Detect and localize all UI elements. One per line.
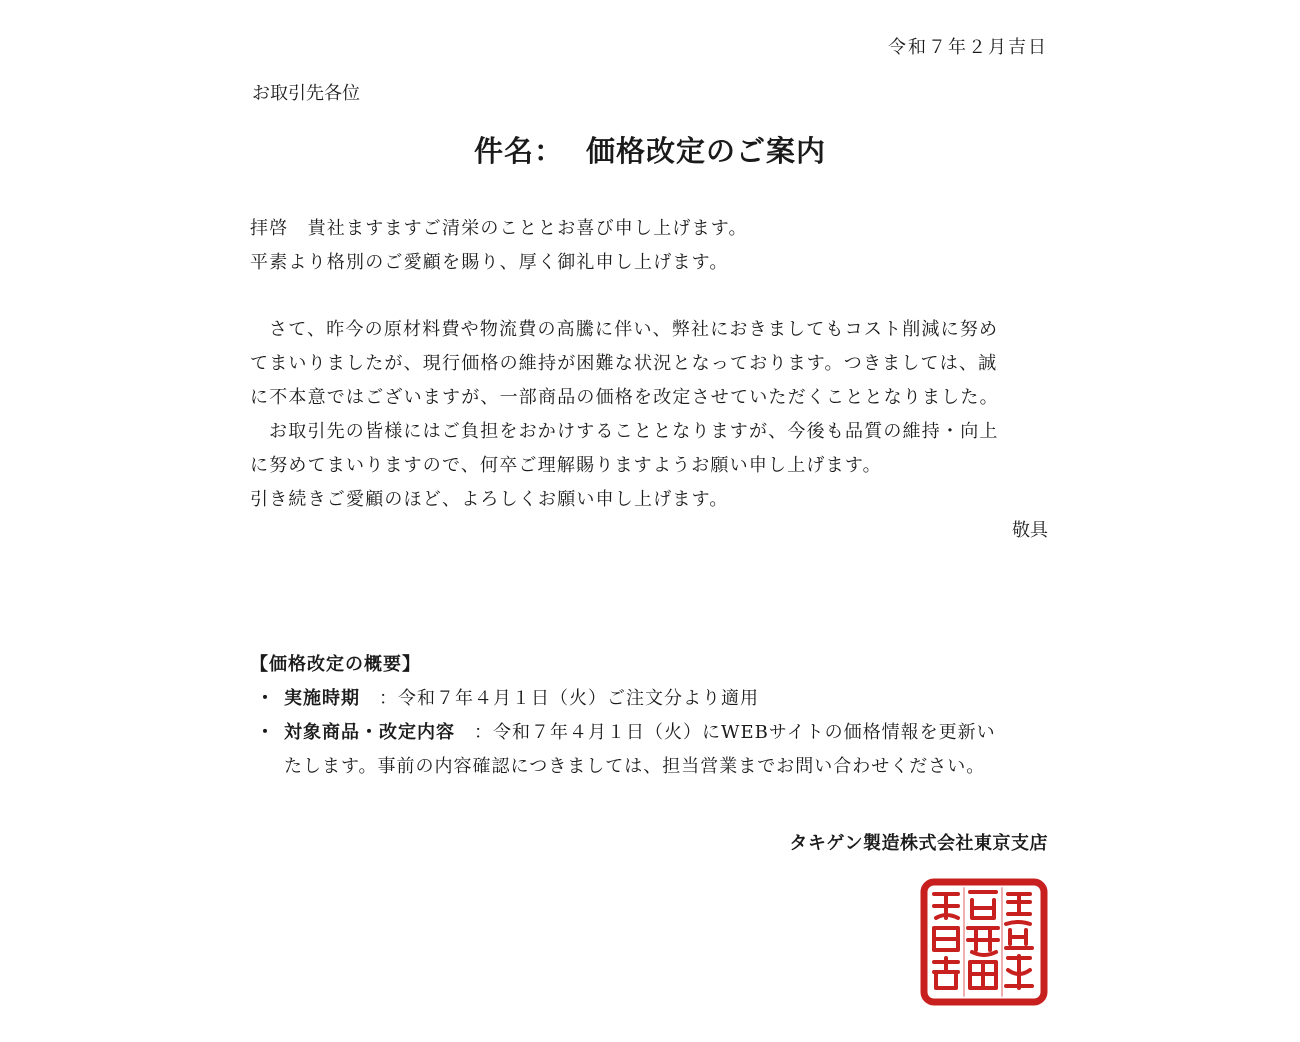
company-name: タキゲン製造株式会社東京支店 — [789, 833, 1048, 854]
bullet-marker: ・ — [256, 722, 275, 743]
greeting-block — [250, 212, 1050, 280]
body-line: 引き続きご愛顧のほど、よろしくお願い申し上げます。 — [250, 489, 729, 510]
summary-item-text: ：令和７年４月１日（火）ご注文分より適用 — [360, 688, 759, 709]
subject-title: 価格改定のご案内 — [586, 134, 827, 168]
body-line: さて、昨今の原材料費や物流費の高騰に伴い、弊社におきましてもコスト削減に努め — [269, 319, 999, 340]
greeting-line: 平素より格別のご愛顧を賜り、厚く御礼申し上げます。 — [250, 252, 729, 273]
company-seal-stamp-icon — [920, 878, 1048, 1006]
issue-date: 令和７年２月吉日 — [888, 37, 1048, 58]
recipient-line: お取引先各位 — [252, 83, 360, 104]
body-line: お取引先の皆様にはご負担をおかけすることとなりますが、今後も品質の維持・向上 — [269, 421, 999, 442]
body-line: てまいりましたが、現行価格の維持が困難な状況となっております。つきましては、誠 — [250, 353, 998, 374]
subject-label: 件名： — [473, 134, 564, 168]
list-item — [250, 716, 1050, 750]
closing-word: 敬具 — [1012, 520, 1048, 541]
body-line: に不本意ではございますが、一部商品の価格を改定させていただくこととなりました。 — [250, 387, 999, 408]
list-item — [250, 682, 1050, 716]
price-revision-notice — [250, 0, 1050, 1042]
greeting-line: 拝啓 貴社ますますご清栄のこととお喜び申し上げます。 — [250, 218, 748, 239]
page-title — [250, 130, 1050, 172]
summary-item-label: 対象商品・改定内容 — [284, 722, 455, 743]
summary-heading: 【価格改定の概要】 — [250, 654, 421, 675]
body-line: に努めてまいりますので、何卒ご理解賜りますようお願い申し上げます。 — [250, 455, 882, 476]
body-text — [250, 313, 1050, 517]
summary-item-continuation: たします。事前の内容確認につきましては、担当営業までお問い合わせください。 — [284, 756, 986, 777]
bullet-marker: ・ — [256, 688, 275, 709]
summary-item-label: 実施時期 — [284, 688, 360, 709]
summary-section — [250, 648, 1050, 784]
summary-item-text: ：令和７年４月１日（火）にWEBサイトの価格情報を更新い — [455, 722, 996, 743]
